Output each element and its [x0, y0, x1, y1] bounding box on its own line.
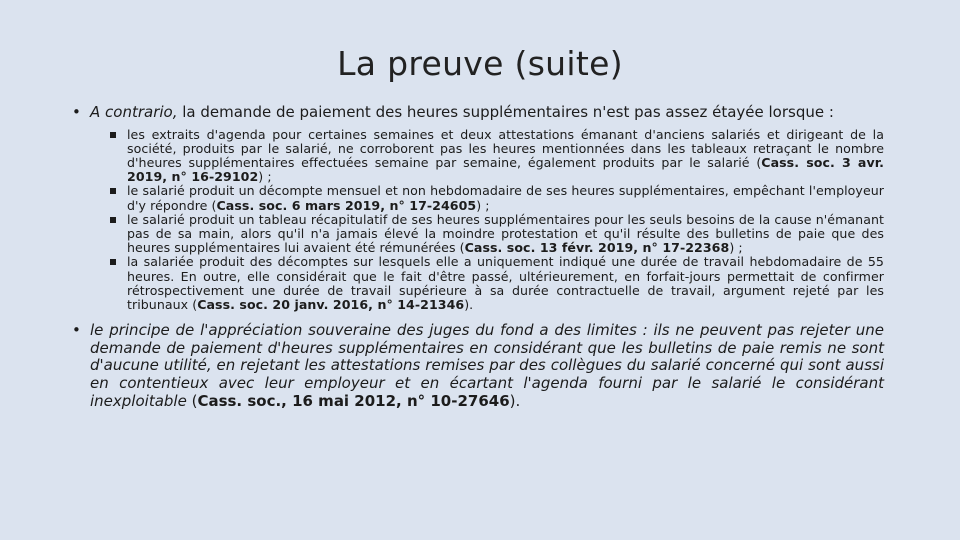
list-item — [108, 213, 884, 256]
square-bullet-icon — [110, 259, 116, 265]
item-text: le salarié produit un tableau récapitulatif de ses heures supplémentaires pour les seuls besoins de la cause n'émanant pas de sa main, alors qu'il n'a jamais élevé la moindre protestation et qu'il résulte des bulletins de paie que des heures supplémentaires lui avaient été rémunérées ( — [127, 211, 884, 256]
list-item — [108, 184, 884, 212]
second-tail: ). — [509, 391, 521, 410]
intro-italic: A contrario, — [90, 103, 178, 121]
bullet-dot-icon: • — [72, 321, 81, 340]
item-tail: ) ; — [476, 197, 490, 213]
item-citation: Cass. soc. 6 mars 2019, n° 17-24605 — [216, 197, 477, 213]
item-citation: Cass. soc. 20 janv. 2016, n° 14-21346 — [197, 296, 465, 312]
intro-bullet — [72, 104, 884, 122]
item-citation: Cass. soc. 13 févr. 2019, n° 17-22368 — [464, 240, 730, 256]
second-bullet — [72, 322, 884, 410]
square-bullet-icon — [110, 188, 116, 194]
item-text: la salariée produit des décomptes sur lesquels elle a uniquement indiqué une durée de travail hebdomadaire de 55 heures. En outre, elle considérait que le fait d'être passé, ultérieurement, en forfait-jours permettait de confirmer rétrospectivement une durée de travail supérieure à sa durée contractuelle de travail, argument rejeté par les tribunaux ( — [127, 254, 884, 312]
slide-content — [72, 104, 884, 410]
item-text: le salarié produit un décompte mensuel et non hebdomadaire de ses heures supplémentaires, empêchant l'employeur d'y répondre ( — [127, 183, 884, 213]
second-open: ( — [186, 391, 198, 410]
item-citation: Cass. soc. 3 avr. 2019, n° 16-29102 — [127, 154, 884, 185]
intro-text: la demande de paiement des heures supplémentaires n'est pas assez étayée lorsque : — [177, 103, 834, 121]
second-text: le principe de l'appréciation souveraine des juges du fond a des limites : ils ne peuvent pas rejeter une demande de paiement d'heures supplémentaires en considérant que les bulletins de paie remis ne sont d'aucune utilité, en rejetant les attestations remises par des collègues du salarié concerné qui sont aussi en contentieux avec leur employeur et en écartant l'agenda fourni par le salarié le considérant inexploitable — [90, 321, 884, 410]
square-bullet-icon — [110, 217, 116, 223]
sub-bullet-list — [108, 128, 884, 313]
bullet-dot-icon: • — [72, 103, 81, 121]
second-citation: Cass. soc., 16 mai 2012, n° 10-27646 — [197, 391, 510, 410]
item-text: les extraits d'agenda pour certaines semaines et deux attestations émanant d'anciens salariés et dirigeant de la société, produits par le salarié, ne corroborent pas les heures mentionnées dans les tableaux retraçant le nombre d'heures supplémentaires effectuées semaine par semaine, également produits par le salarié ( — [127, 126, 884, 170]
item-tail: ) ; — [729, 240, 743, 256]
item-tail: ). — [464, 296, 474, 312]
list-item — [108, 128, 884, 185]
item-tail: ) ; — [258, 169, 272, 185]
slide-title: La preuve (suite) — [337, 44, 623, 83]
list-item — [108, 255, 884, 312]
square-bullet-icon — [110, 132, 116, 138]
